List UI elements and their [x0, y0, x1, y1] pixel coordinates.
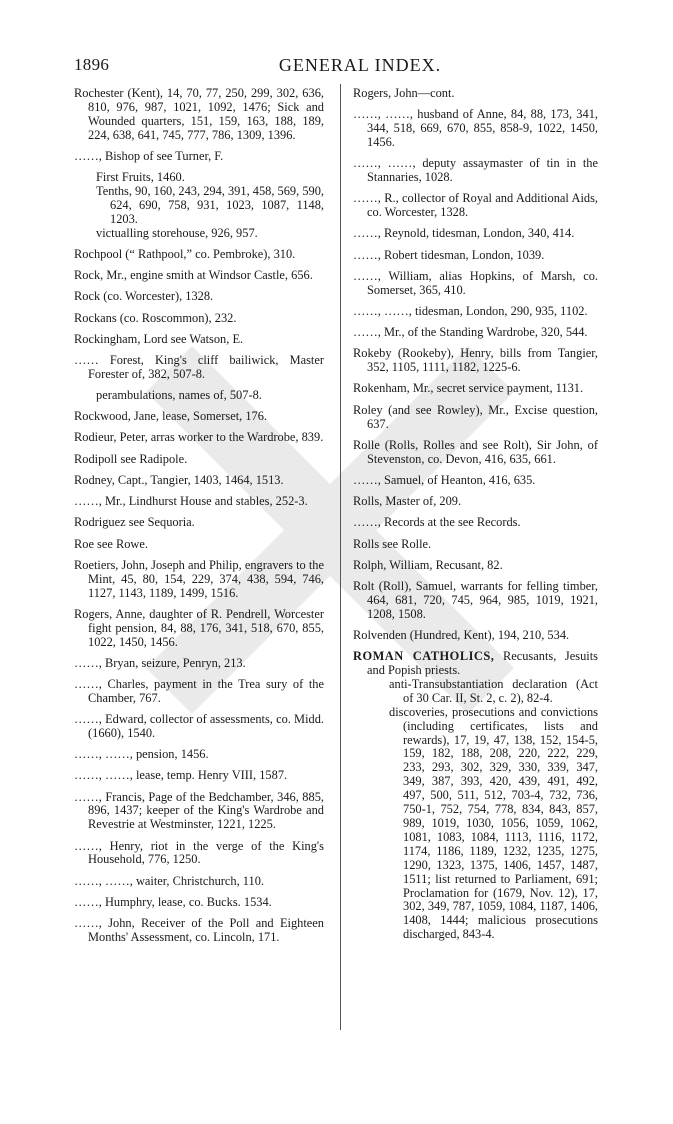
index-entry: ……, Henry, riot in the verge of the King's Household, 776, 1250. — [74, 838, 324, 867]
index-entry: ……, Bryan, seizure, Penryn, 213. — [74, 655, 246, 670]
index-entry: perambulations, names of, 507-8. — [96, 388, 262, 403]
index-entry: Rolls see Rolle. — [353, 536, 432, 551]
index-entry: Rock, Mr., engine smith at Windsor Castle, 656. — [74, 268, 313, 283]
index-entry: anti-Transubstantiation declaration (Act of 30 Car. II, St. 2, c. 2), 82-4. — [389, 676, 598, 705]
index-entry: Rochpool (“ Rathpool,” co. Pembroke), 310. — [74, 246, 296, 261]
index-entry: ……, ……, tidesman, London, 290, 935, 1102. — [353, 303, 588, 318]
index-entry: Rodieur, Peter, arras worker to the Wardrobe, 839. — [74, 430, 324, 445]
index-entry: ……, ……, pension, 1456. — [74, 747, 209, 762]
index-entry: ……, Humphry, lease, co. Bucks. 1534. — [74, 894, 272, 909]
index-entry: First Fruits, 1460. — [96, 170, 185, 185]
index-entry: Rokeby (Rookeby), Henry, bills from Tangier, 352, 1105, 1111, 1182, 1225-6. — [353, 346, 598, 375]
index-entry: ……, Records at the see Records. — [353, 515, 521, 530]
index-entry: Rodriguez see Sequoria. — [74, 515, 195, 530]
index-entry: Rolls, Master of, 209. — [353, 494, 462, 509]
index-entry: Roley (and see Rowley), Mr., Excise question, 637. — [353, 402, 598, 431]
index-entry: Rock (co. Worcester), 1328. — [74, 289, 214, 304]
index-entry: ……, Charles, payment in the Trea sury of the Chamber, 767. — [74, 676, 324, 705]
index-entry: Rolle (Rolls, Rolles and see Rolt), Sir John, of Stevenston, co. Devon, 416, 635, 661. — [353, 437, 598, 466]
index-entry: ……, ……, husband of Anne, 84, 88, 173, 341, 344, 518, 669, 670, 855, 858-9, 1022, 1450, 1456. — [353, 107, 598, 150]
index-entry: Rolvenden (Hundred, Kent), 194, 210, 534. — [353, 627, 570, 642]
index-entry: Rolph, William, Recusant, 82. — [353, 557, 503, 572]
roman-catholics-heading-rest: Recusants, Jesuits and Popish priests. — [367, 649, 598, 678]
index-entry-roman-catholics — [353, 650, 598, 678]
index-entry: Rokenham, Mr., secret service payment, 1131. — [353, 381, 584, 396]
index-entry: discoveries, prosecutions and convictions (including certificates, lists and rewards), 17, 19, 47, 138, 152, 154-5, 159, 182, 188, 208, 220, 222, 229, 233, 293, 302, 329, 330, 339, 347, 349, 387, 393, 420, 439, 491, 492, 497, 500, 511, 512, 703-4, 732, 736, 750-1, 752, 754, 778, 834, 843, 857, 989, 1019, 1030, 1056, 1059, 1062, 1081, 1083, 1084, 1113, 1116, 1172, 1174, 1186, 1189, 1232, 1235, 1275, 1290, 1323, 1375, 1406, 1457, 1487, 1511; list returned to Parliament, 691; Proclamation for (1679, Nov. 12), 17, 302, 349, 787, 1059, 1084, 1187, 1406, 1408, 1444; malicious prosecutions discharged, 843-4. — [389, 704, 598, 942]
page-title: GENERAL INDEX. — [278, 55, 442, 75]
index-entry: ……, William, alias Hopkins, of Marsh, co. Somerset, 365, 410. — [353, 268, 598, 297]
index-entry: Rodipoll see Radipole. — [74, 451, 188, 466]
index-entry: ……, Mr., of the Standing Wardrobe, 320, 544. — [353, 325, 588, 340]
index-entry: ……, Samuel, of Heanton, 416, 635. — [353, 472, 536, 487]
index-entry: Rodney, Capt., Tangier, 1403, 1464, 1513. — [74, 472, 284, 487]
index-entry: Rolt (Roll), Samuel, warrants for felling timber, 464, 681, 720, 745, 964, 985, 1019, 1921, 1208, 1508. — [353, 578, 598, 621]
index-entry: Rochester (Kent), 14, 70, 77, 250, 299, 302, 636, 810, 976, 987, 1021, 1092, 1476; Sick and Wounded quarters, 151, 159, 163, 188, 189, 224, 638, 641, 745, 777, 786, 1309, 1396. — [74, 86, 324, 142]
roman-catholics-heading: ROMAN CATHOLICS, — [353, 649, 495, 664]
index-entry: Rockans (co. Roscommon), 232. — [74, 310, 237, 325]
index-entry: Tenths, 90, 160, 243, 294, 391, 458, 569, 590, 624, 690, 758, 931, 1023, 1087, 1148, 1203. — [96, 184, 325, 226]
index-entry: Rockingham, Lord see Watson, E. — [74, 331, 244, 346]
index-entry: Roetiers, John, Joseph and Philip, engravers to the Mint, 45, 80, 154, 229, 374, 438, 594, 746, 1127, 1143, 1189, 1499, 1516. — [74, 557, 324, 600]
index-entry: ……, R., collector of Royal and Additional Aids, co. Worcester, 1328. — [353, 191, 598, 220]
index-entry: …… Forest, King's cliff bailiwick, Master Forester of, 382, 507-8. — [74, 352, 324, 381]
index-entry: ……, John, Receiver of the Poll and Eighteen Months' Assessment, co. Lincoln, 171. — [74, 916, 324, 944]
index-entry: ……, Edward, collector of assessments, co. Midd. (1660), 1540. — [74, 712, 324, 740]
index-entry: ……, Reynold, tidesman, London, 340, 414. — [353, 226, 575, 241]
page-number: 1896 — [74, 55, 110, 74]
index-entry: victualling storehouse, 926, 957. — [96, 225, 258, 240]
index-entry: Rogers, Anne, daughter of R. Pendrell, Worcester fight pension, 84, 88, 176, 341, 518, 670, 855, 1022, 1450, 1456. — [74, 606, 324, 649]
index-entry: ……, Bishop of see Turner, F. — [74, 148, 224, 163]
index-entry: ……, Mr., Lindhurst House and stables, 252-3. — [74, 494, 308, 509]
index-entry: Roe see Rowe. — [74, 536, 148, 551]
index-entry: ……, Robert tidesman, London, 1039. — [353, 247, 545, 262]
index-entry: Rogers, John—cont. — [353, 86, 455, 100]
column-divider — [340, 84, 341, 1030]
index-entry: Rockwood, Jane, lease, Somerset, 176. — [74, 409, 268, 424]
index-entry: ……, ……, lease, temp. Henry VIII, 1587. — [74, 768, 288, 783]
right-column — [353, 87, 598, 942]
index-entry: ……, ……, waiter, Christchurch, 110. — [74, 873, 265, 888]
index-entry: ……, ……, deputy assaymaster of tin in the Stannaries, 1028. — [353, 156, 598, 185]
left-column — [74, 87, 324, 952]
index-entry: ……, Francis, Page of the Bedchamber, 346, 885, 896, 1437; keeper of the King's Wardrobe and Revestrie at Westminster, 1221, 1225. — [74, 789, 324, 832]
